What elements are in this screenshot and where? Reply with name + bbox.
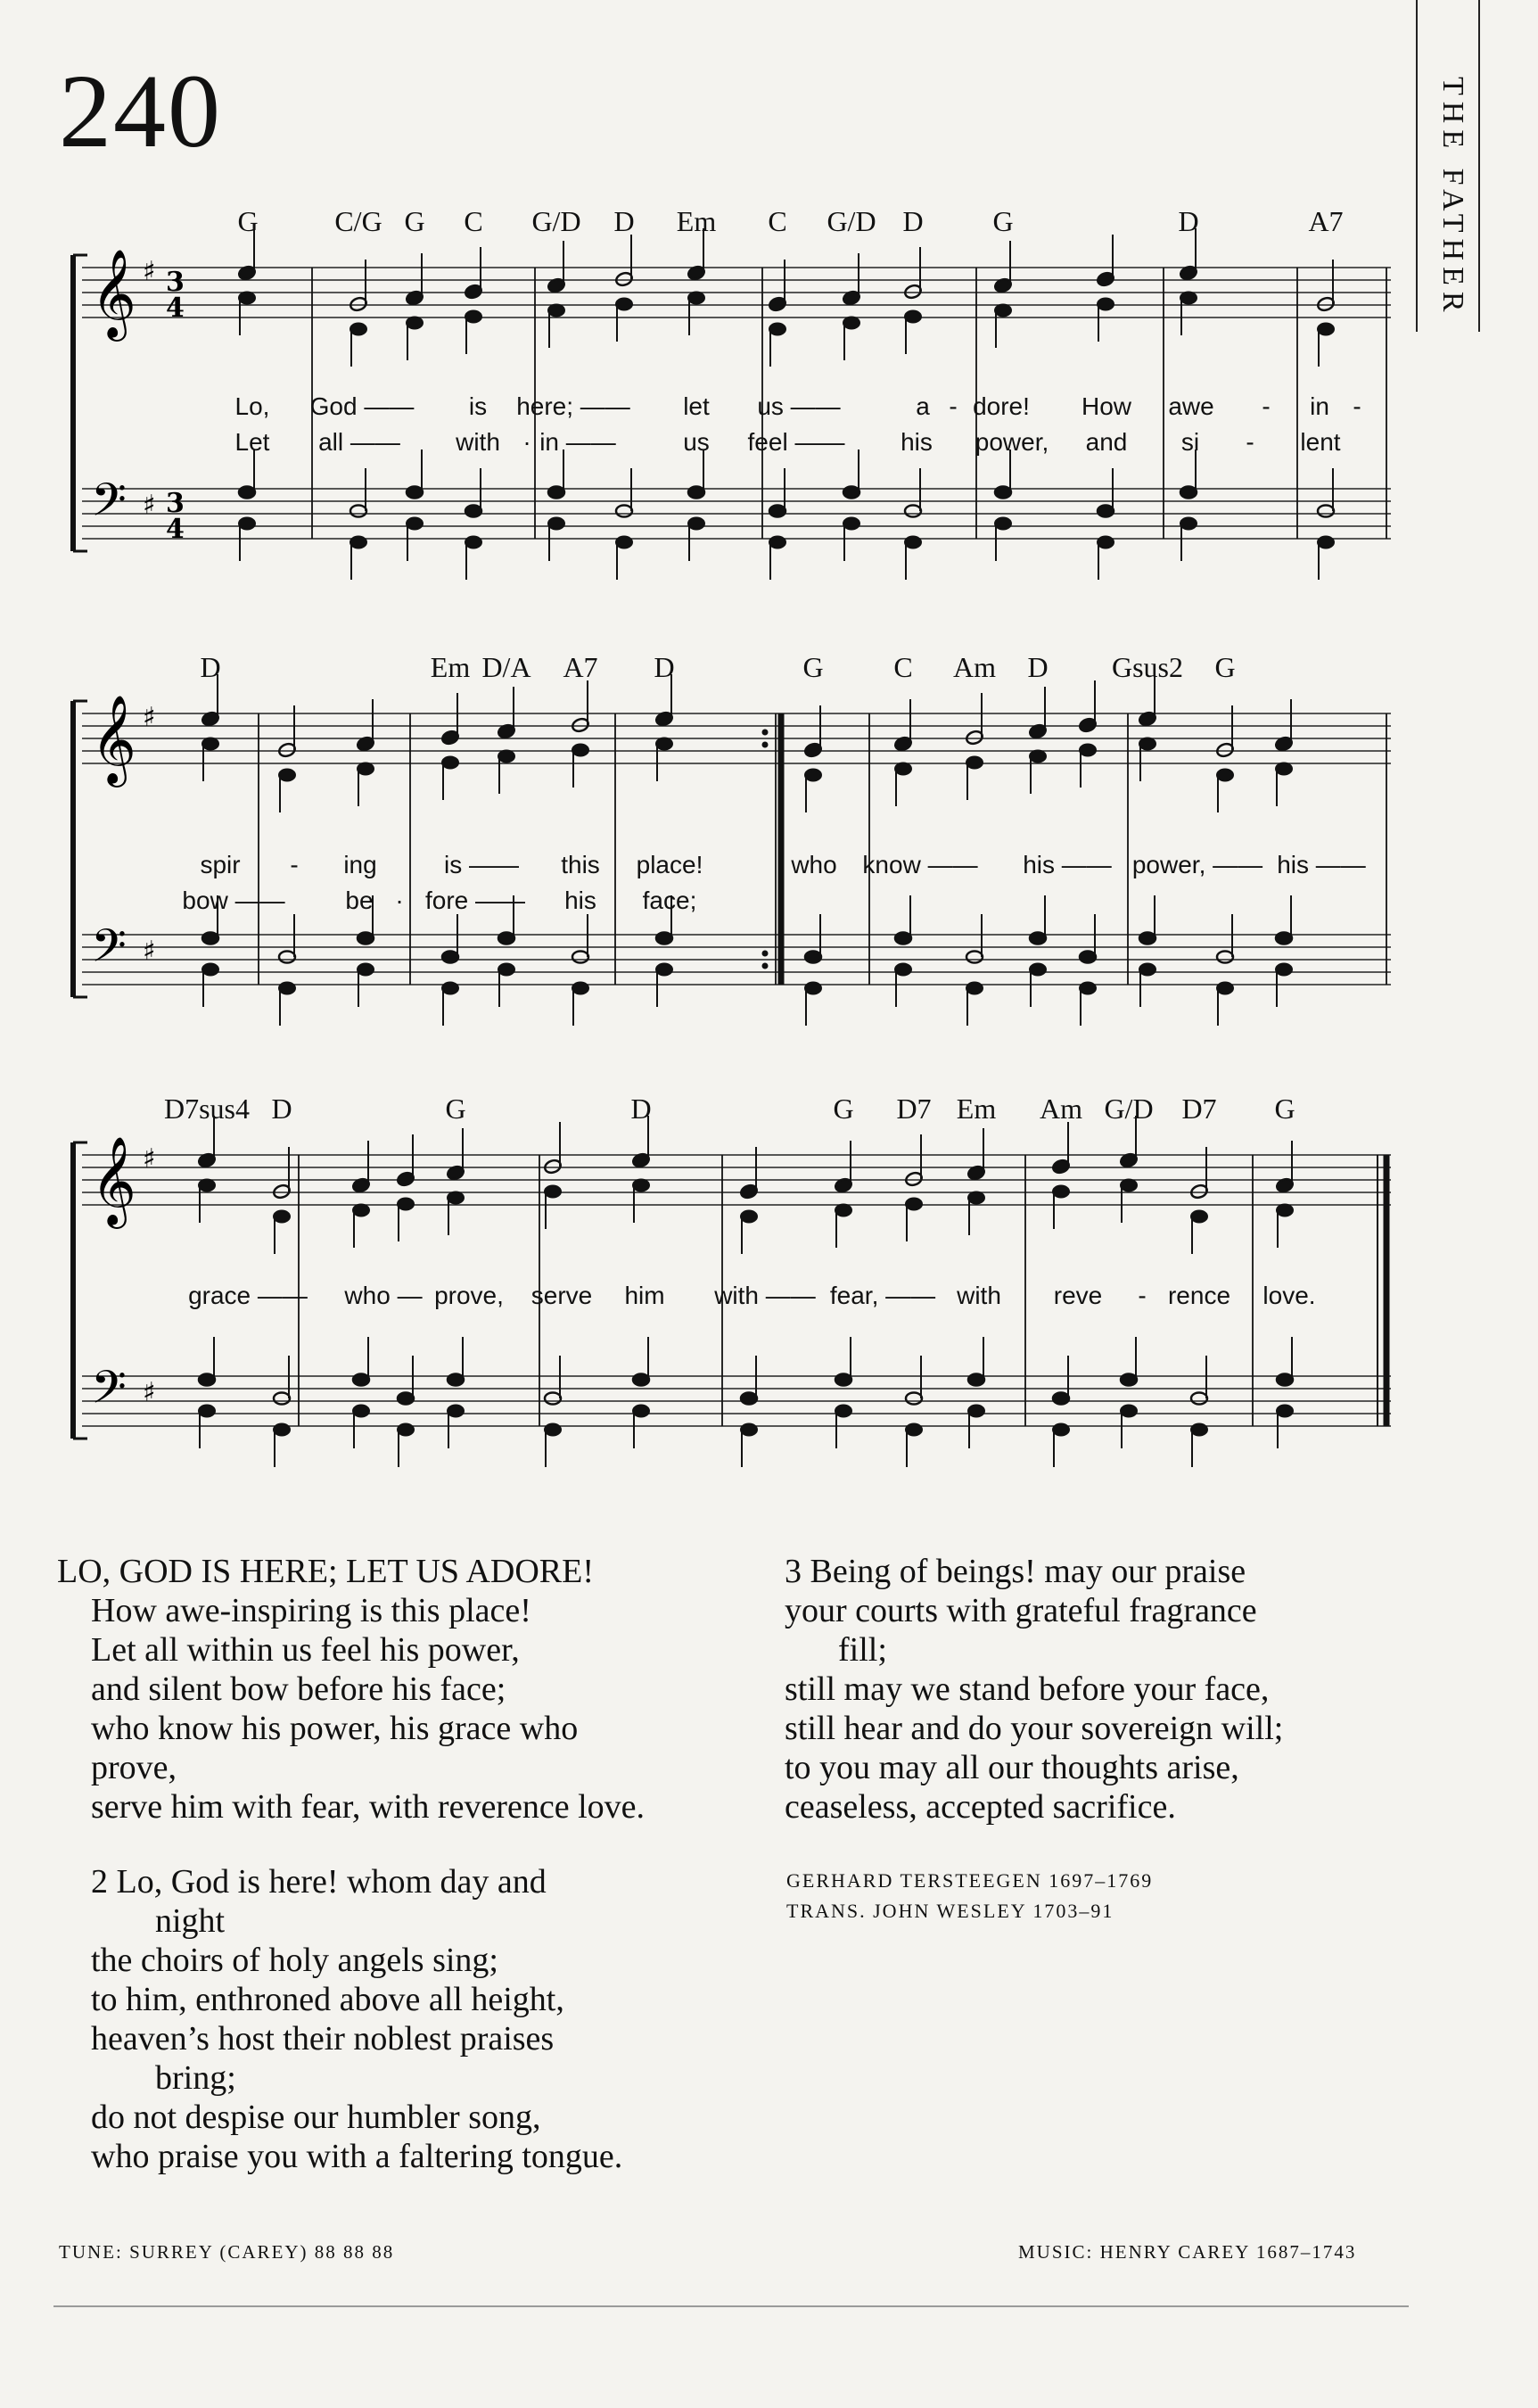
treble-clef: 𝄞	[91, 249, 136, 338]
notehead-tenor	[968, 1374, 984, 1386]
notehead-alto	[1121, 1180, 1137, 1192]
notehead-tenor	[1053, 1393, 1069, 1405]
notehead-bass	[358, 964, 374, 976]
lyric-syllable: -	[1138, 1282, 1147, 1309]
notehead-tenor	[895, 933, 911, 944]
lyric-row-2	[0, 428, 1538, 464]
chord-symbol: Em	[956, 1093, 997, 1125]
lyric-syllable: power,	[975, 428, 1049, 456]
notehead-alto	[1217, 770, 1233, 781]
text-credits	[786, 1866, 1153, 1926]
notehead-tenor	[1030, 933, 1046, 944]
verse-2	[57, 1862, 622, 2176]
lyric-syllable: -	[1246, 428, 1254, 456]
lyric-syllable: Let	[234, 428, 270, 456]
chord-symbol: D	[902, 205, 924, 237]
notehead-tenor	[407, 487, 423, 499]
chord-symbol: C	[768, 205, 787, 237]
chord-symbol: G	[445, 1093, 466, 1125]
notehead-alto	[835, 1205, 851, 1216]
notehead-bass	[1030, 964, 1046, 976]
notehead-bass	[1277, 1406, 1293, 1417]
lyric-syllable: fear, ——	[829, 1282, 936, 1309]
lyric-syllable: ·	[395, 887, 404, 914]
verse-line: and silent bow before his face;	[91, 1670, 506, 1708]
notehead-alto	[769, 324, 785, 335]
music-credit: MUSIC: HENRY CAREY 1687–1743	[1018, 2241, 1357, 2263]
notehead-alto	[1080, 745, 1096, 756]
notehead-alto	[442, 757, 458, 769]
notehead-tenor	[1276, 933, 1292, 944]
notehead-bass	[199, 1406, 215, 1417]
chord-symbol: G	[237, 205, 259, 237]
lyric-syllable: let	[683, 392, 710, 420]
notehead-bass	[741, 1424, 757, 1436]
notehead-bass	[442, 983, 458, 994]
chord-symbol: D7	[1181, 1093, 1217, 1125]
notehead-bass	[353, 1406, 369, 1417]
lyric-syllable: face;	[642, 887, 697, 914]
lyric-syllable: ing	[343, 851, 377, 878]
notehead-bass	[906, 1424, 922, 1436]
notehead-tenor	[1139, 933, 1156, 944]
author-credit: GERHARD TERSTEEGEN 1697–1769	[786, 1869, 1154, 1892]
lyric-syllable: us ——	[757, 392, 841, 420]
verse-line: night	[155, 1902, 226, 1940]
lyric-syllable: serve	[530, 1282, 593, 1309]
notehead-bass	[769, 537, 785, 548]
chord-symbol: D	[200, 651, 221, 683]
notehead-bass	[1053, 1424, 1069, 1436]
verse-line: to him, enthroned above all height,	[91, 1981, 564, 2018]
notehead-bass	[202, 964, 218, 976]
notehead-alto	[905, 311, 921, 323]
notehead-bass	[995, 518, 1011, 530]
chord-symbol: D	[1178, 205, 1199, 237]
notehead-tenor	[572, 952, 588, 963]
notehead-tenor	[906, 1393, 922, 1405]
chord-symbol: D	[1027, 651, 1049, 683]
verse-3	[785, 1552, 1283, 1827]
chord-symbol: Am	[1040, 1093, 1082, 1125]
chord-symbol: Gsus2	[1111, 651, 1184, 683]
verse-line: who know his power, his grace who	[91, 1710, 579, 1747]
lyric-syllable: Lo,	[234, 392, 270, 420]
notehead-tenor	[274, 1393, 290, 1405]
key-signature-sharp: ♯	[143, 702, 156, 733]
bass-clef: 𝄢	[91, 1360, 127, 1425]
notehead-alto	[202, 738, 218, 750]
lyric-syllable: in	[1310, 392, 1329, 420]
chord-symbol: G/D	[531, 205, 581, 237]
notehead-tenor	[465, 506, 481, 517]
verse-line: ceaseless, accepted sacrifice.	[785, 1788, 1176, 1826]
lyric-row-1	[0, 392, 1538, 428]
notehead-tenor	[239, 487, 255, 499]
lyric-syllable: prove,	[434, 1282, 504, 1309]
chord-symbol: C	[464, 205, 483, 237]
notehead-tenor	[805, 952, 821, 963]
verse-line: bring;	[155, 2059, 236, 2097]
chord-symbol: Am	[953, 651, 996, 683]
notehead-bass	[633, 1406, 649, 1417]
notehead-alto	[633, 1180, 649, 1192]
notehead-bass	[572, 983, 588, 994]
notehead-alto	[279, 770, 295, 781]
repeat-dot	[762, 730, 769, 736]
notehead-tenor	[835, 1374, 851, 1386]
notehead-bass	[239, 518, 255, 530]
verse-line: your courts with grateful fragrance	[785, 1592, 1257, 1629]
notehead-alto	[545, 1186, 561, 1198]
lyric-syllable: a	[916, 392, 930, 420]
lyric-syllable: -	[1262, 392, 1271, 420]
verse-line: still hear and do your sovereign will;	[785, 1710, 1284, 1747]
lyric-syllable: his	[901, 428, 933, 456]
chord-symbol: A7	[1308, 205, 1344, 237]
verse-line: still may we stand before your face,	[785, 1670, 1270, 1708]
verse-line: serve him with fear, with reverence love.	[91, 1788, 645, 1826]
key-signature-sharp: ♯	[143, 1377, 156, 1408]
bottom-rule	[53, 2305, 1409, 2307]
notehead-alto	[966, 757, 983, 769]
notehead-alto	[995, 305, 1011, 317]
notehead-bass	[398, 1424, 414, 1436]
notehead-tenor	[688, 487, 704, 499]
notehead-bass	[279, 983, 295, 994]
notehead-tenor	[442, 952, 458, 963]
key-signature-sharp: ♯	[143, 936, 156, 967]
notehead-tenor	[769, 506, 785, 517]
bass-clef: 𝄢	[91, 919, 127, 984]
notehead-bass	[843, 518, 859, 530]
key-signature-sharp: ♯	[143, 1143, 156, 1175]
notehead-tenor	[398, 1393, 414, 1405]
notehead-alto	[1139, 738, 1156, 750]
notehead-tenor	[448, 1374, 464, 1386]
lyric-syllable: place!	[636, 851, 703, 878]
notehead-bass	[1217, 983, 1233, 994]
notehead-tenor	[616, 506, 632, 517]
notehead-tenor	[548, 487, 564, 499]
lyric-syllable: who —	[344, 1282, 423, 1309]
notehead-bass	[1098, 537, 1114, 548]
notehead-bass	[656, 964, 672, 976]
notehead-tenor	[633, 1374, 649, 1386]
verse-line: Let all within us feel his power,	[91, 1631, 520, 1669]
notehead-tenor	[202, 933, 218, 944]
notehead-bass	[448, 1406, 464, 1417]
notehead-bass	[498, 964, 514, 976]
notehead-tenor	[498, 933, 514, 944]
lyric-syllable: us	[683, 428, 710, 456]
notehead-alto	[906, 1199, 922, 1210]
time-signature-bottom: 4	[166, 514, 185, 545]
lyric-syllable: him	[624, 1282, 665, 1309]
chord-symbol: C	[893, 651, 913, 683]
verse-line: 3 Being of beings! may our praise	[785, 1553, 1246, 1590]
chord-symbol: D	[613, 205, 635, 237]
lyric-syllable: this	[561, 851, 600, 878]
lyric-row-1	[0, 851, 1538, 887]
notehead-tenor	[1121, 1374, 1137, 1386]
notehead-alto	[1191, 1211, 1207, 1223]
notehead-alto	[1098, 299, 1114, 310]
notehead-alto	[895, 763, 911, 775]
notehead-alto	[1180, 293, 1197, 304]
lyric-syllable: reve	[1053, 1282, 1103, 1309]
lyric-row-2	[0, 887, 1538, 922]
notehead-alto	[616, 299, 632, 310]
chord-symbol: G/D	[1104, 1093, 1154, 1125]
notehead-bass	[835, 1406, 851, 1417]
notehead-tenor	[741, 1393, 757, 1405]
notehead-tenor	[905, 506, 921, 517]
notehead-alto	[350, 324, 366, 335]
lyric-syllable: lent	[1300, 428, 1341, 456]
repeat-dot	[762, 951, 769, 957]
notehead-tenor	[1217, 952, 1233, 963]
notehead-alto	[1053, 1186, 1069, 1198]
lyric-syllable: -	[1353, 392, 1361, 420]
lyric-syllable: with	[456, 428, 500, 456]
lyric-syllable: rence	[1167, 1282, 1231, 1309]
notehead-alto	[805, 770, 821, 781]
lyric-syllable: all ——	[318, 428, 400, 456]
translator-credit: TRANS. JOHN WESLEY 1703–91	[786, 1900, 1114, 1922]
notehead-alto	[1277, 1205, 1293, 1216]
chord-symbol: D7	[896, 1093, 932, 1125]
lyric-syllable: who	[791, 851, 837, 878]
music-system-3	[0, 1093, 1538, 1494]
lyric-syllable: his ——	[1277, 851, 1366, 878]
chord-symbol: G	[1274, 1093, 1295, 1125]
lyric-syllable: with ——	[714, 1282, 816, 1309]
verse-line: the choirs of holy angels sing;	[91, 1942, 498, 1979]
lyric-syllable: be	[345, 887, 374, 914]
lyric-syllable: here; ——	[516, 392, 630, 420]
notehead-tenor	[1180, 487, 1197, 499]
lyric-syllable: How	[1081, 392, 1132, 420]
notehead-alto	[572, 745, 588, 756]
notehead-bass	[1318, 537, 1334, 548]
hymn-number: 240	[59, 53, 222, 169]
notehead-alto	[199, 1180, 215, 1192]
chord-symbol: G	[802, 651, 824, 683]
chord-symbol: G	[833, 1093, 854, 1125]
notehead-bass	[616, 537, 632, 548]
music-system-1	[0, 205, 1538, 606]
chord-symbol: A7	[563, 651, 598, 683]
notehead-tenor	[350, 506, 366, 517]
lyric-syllable: love.	[1262, 1282, 1316, 1309]
lyric-syllable: his ——	[1023, 851, 1112, 878]
notehead-alto	[353, 1205, 369, 1216]
lyric-syllable: -	[290, 851, 299, 878]
notehead-tenor	[1080, 952, 1096, 963]
lyric-syllable: know ——	[862, 851, 978, 878]
lyric-syllable: and	[1085, 428, 1128, 456]
notehead-tenor	[1318, 506, 1334, 517]
notehead-bass	[465, 537, 481, 548]
notehead-alto	[1318, 324, 1334, 335]
verse-line: who praise you with a faltering tongue.	[91, 2138, 623, 2175]
notehead-alto	[274, 1211, 290, 1223]
lyric-syllable: fore ——	[424, 887, 526, 914]
time-signature-top: 3	[166, 488, 185, 519]
notehead-bass	[1191, 1424, 1207, 1436]
notehead-bass	[548, 518, 564, 530]
notehead-bass	[545, 1424, 561, 1436]
notehead-alto	[239, 293, 255, 304]
tune-credit: TUNE: SURREY (CAREY) 88 88 88	[59, 2241, 395, 2263]
verse-line: 2 Lo, God is here! whom day and	[91, 1863, 547, 1901]
verse-line: heaven’s host their noblest praises	[91, 2020, 555, 2058]
notehead-alto	[843, 317, 859, 329]
verse-line: prove,	[91, 1749, 177, 1786]
lyric-row-1	[0, 1282, 1538, 1317]
notehead-bass	[688, 518, 704, 530]
notehead-bass	[407, 518, 423, 530]
chord-symbol: G	[404, 205, 425, 237]
notehead-alto	[448, 1192, 464, 1204]
lyric-syllable: si	[1180, 428, 1200, 456]
verse-line: do not despise our humbler song,	[91, 2099, 541, 2136]
notehead-bass	[1276, 964, 1292, 976]
treble-clef: 𝄞	[91, 695, 136, 784]
chord-symbol: D	[271, 1093, 292, 1125]
bass-clef: 𝄢	[91, 473, 127, 538]
lyric-syllable: is ——	[444, 851, 519, 878]
lyric-syllable: in ——	[539, 428, 616, 456]
chord-symbol: D	[654, 651, 675, 683]
notehead-alto	[1276, 763, 1292, 775]
chord-symbol: Em	[430, 651, 471, 683]
lyric-syllable: power, ——	[1131, 851, 1263, 878]
notehead-alto	[688, 293, 704, 304]
notehead-alto	[968, 1192, 984, 1204]
notehead-bass	[895, 964, 911, 976]
notehead-bass	[1121, 1406, 1137, 1417]
notehead-tenor	[843, 487, 859, 499]
notehead-alto	[398, 1199, 414, 1210]
notehead-bass	[274, 1424, 290, 1436]
notehead-tenor	[995, 487, 1011, 499]
lyric-syllable: is	[468, 392, 488, 420]
music-system-2	[0, 651, 1538, 1052]
lyric-syllable: his	[564, 887, 596, 914]
notehead-bass	[966, 983, 983, 994]
notehead-tenor	[199, 1374, 215, 1386]
notehead-tenor	[358, 933, 374, 944]
notehead-alto	[548, 305, 564, 317]
lyric-syllable: bow ——	[182, 887, 285, 914]
chord-symbol: C/G	[334, 205, 382, 237]
notehead-alto	[656, 738, 672, 750]
notehead-alto	[741, 1211, 757, 1223]
lyric-syllable: feel ——	[747, 428, 845, 456]
key-signature-sharp: ♯	[143, 256, 156, 287]
treble-clef: 𝄞	[91, 1136, 136, 1225]
chord-symbol: G	[1214, 651, 1236, 683]
notehead-bass	[1180, 518, 1197, 530]
lyric-syllable: -	[949, 392, 958, 420]
verse-1-first-line: LO, GOD IS HERE; LET US ADORE!	[57, 1553, 595, 1590]
notehead-alto	[407, 317, 423, 329]
notehead-bass	[350, 537, 366, 548]
chord-symbol: Em	[676, 205, 717, 237]
verse-line: fill;	[838, 1631, 887, 1669]
lyric-syllable: God ——	[309, 392, 415, 420]
notehead-tenor	[656, 933, 672, 944]
notehead-tenor	[1191, 1393, 1207, 1405]
chord-symbol: G	[992, 205, 1014, 237]
chord-symbol: D	[630, 1093, 652, 1125]
key-signature-sharp: ♯	[143, 490, 156, 521]
lyric-syllable: spir	[200, 851, 241, 878]
repeat-dot	[762, 963, 769, 969]
notehead-bass	[1139, 964, 1156, 976]
notehead-tenor	[1277, 1374, 1293, 1386]
notehead-tenor	[353, 1374, 369, 1386]
lyric-syllable: dore!	[973, 392, 1030, 420]
notehead-bass	[968, 1406, 984, 1417]
notehead-tenor	[1098, 506, 1114, 517]
time-signature-top: 3	[166, 267, 185, 298]
notehead-bass	[1080, 983, 1096, 994]
verse-line: to you may all our thoughts arise,	[785, 1749, 1239, 1786]
lyric-row-2	[0, 1317, 1538, 1353]
notehead-tenor	[545, 1393, 561, 1405]
notehead-alto	[1030, 751, 1046, 763]
chord-symbol: G/D	[827, 205, 876, 237]
notehead-alto	[498, 751, 514, 763]
notehead-tenor	[279, 952, 295, 963]
notehead-alto	[465, 311, 481, 323]
verse-line: How awe-inspiring is this place!	[91, 1592, 531, 1629]
notehead-bass	[805, 983, 821, 994]
repeat-dot	[762, 742, 769, 748]
lyric-syllable: awe	[1168, 392, 1214, 420]
lyric-syllable: with	[957, 1282, 1001, 1309]
verse-1	[57, 1552, 645, 1827]
notehead-bass	[905, 537, 921, 548]
chord-symbol: D7sus4	[163, 1093, 251, 1125]
chord-symbol: D/A	[481, 651, 531, 683]
notehead-tenor	[966, 952, 983, 963]
lyric-syllable: ·	[522, 428, 531, 456]
lyric-syllable: grace ——	[188, 1282, 308, 1309]
notehead-alto	[358, 763, 374, 775]
section-tab-label: THE FATHER	[1436, 77, 1469, 318]
time-signature-bottom: 4	[166, 293, 185, 324]
